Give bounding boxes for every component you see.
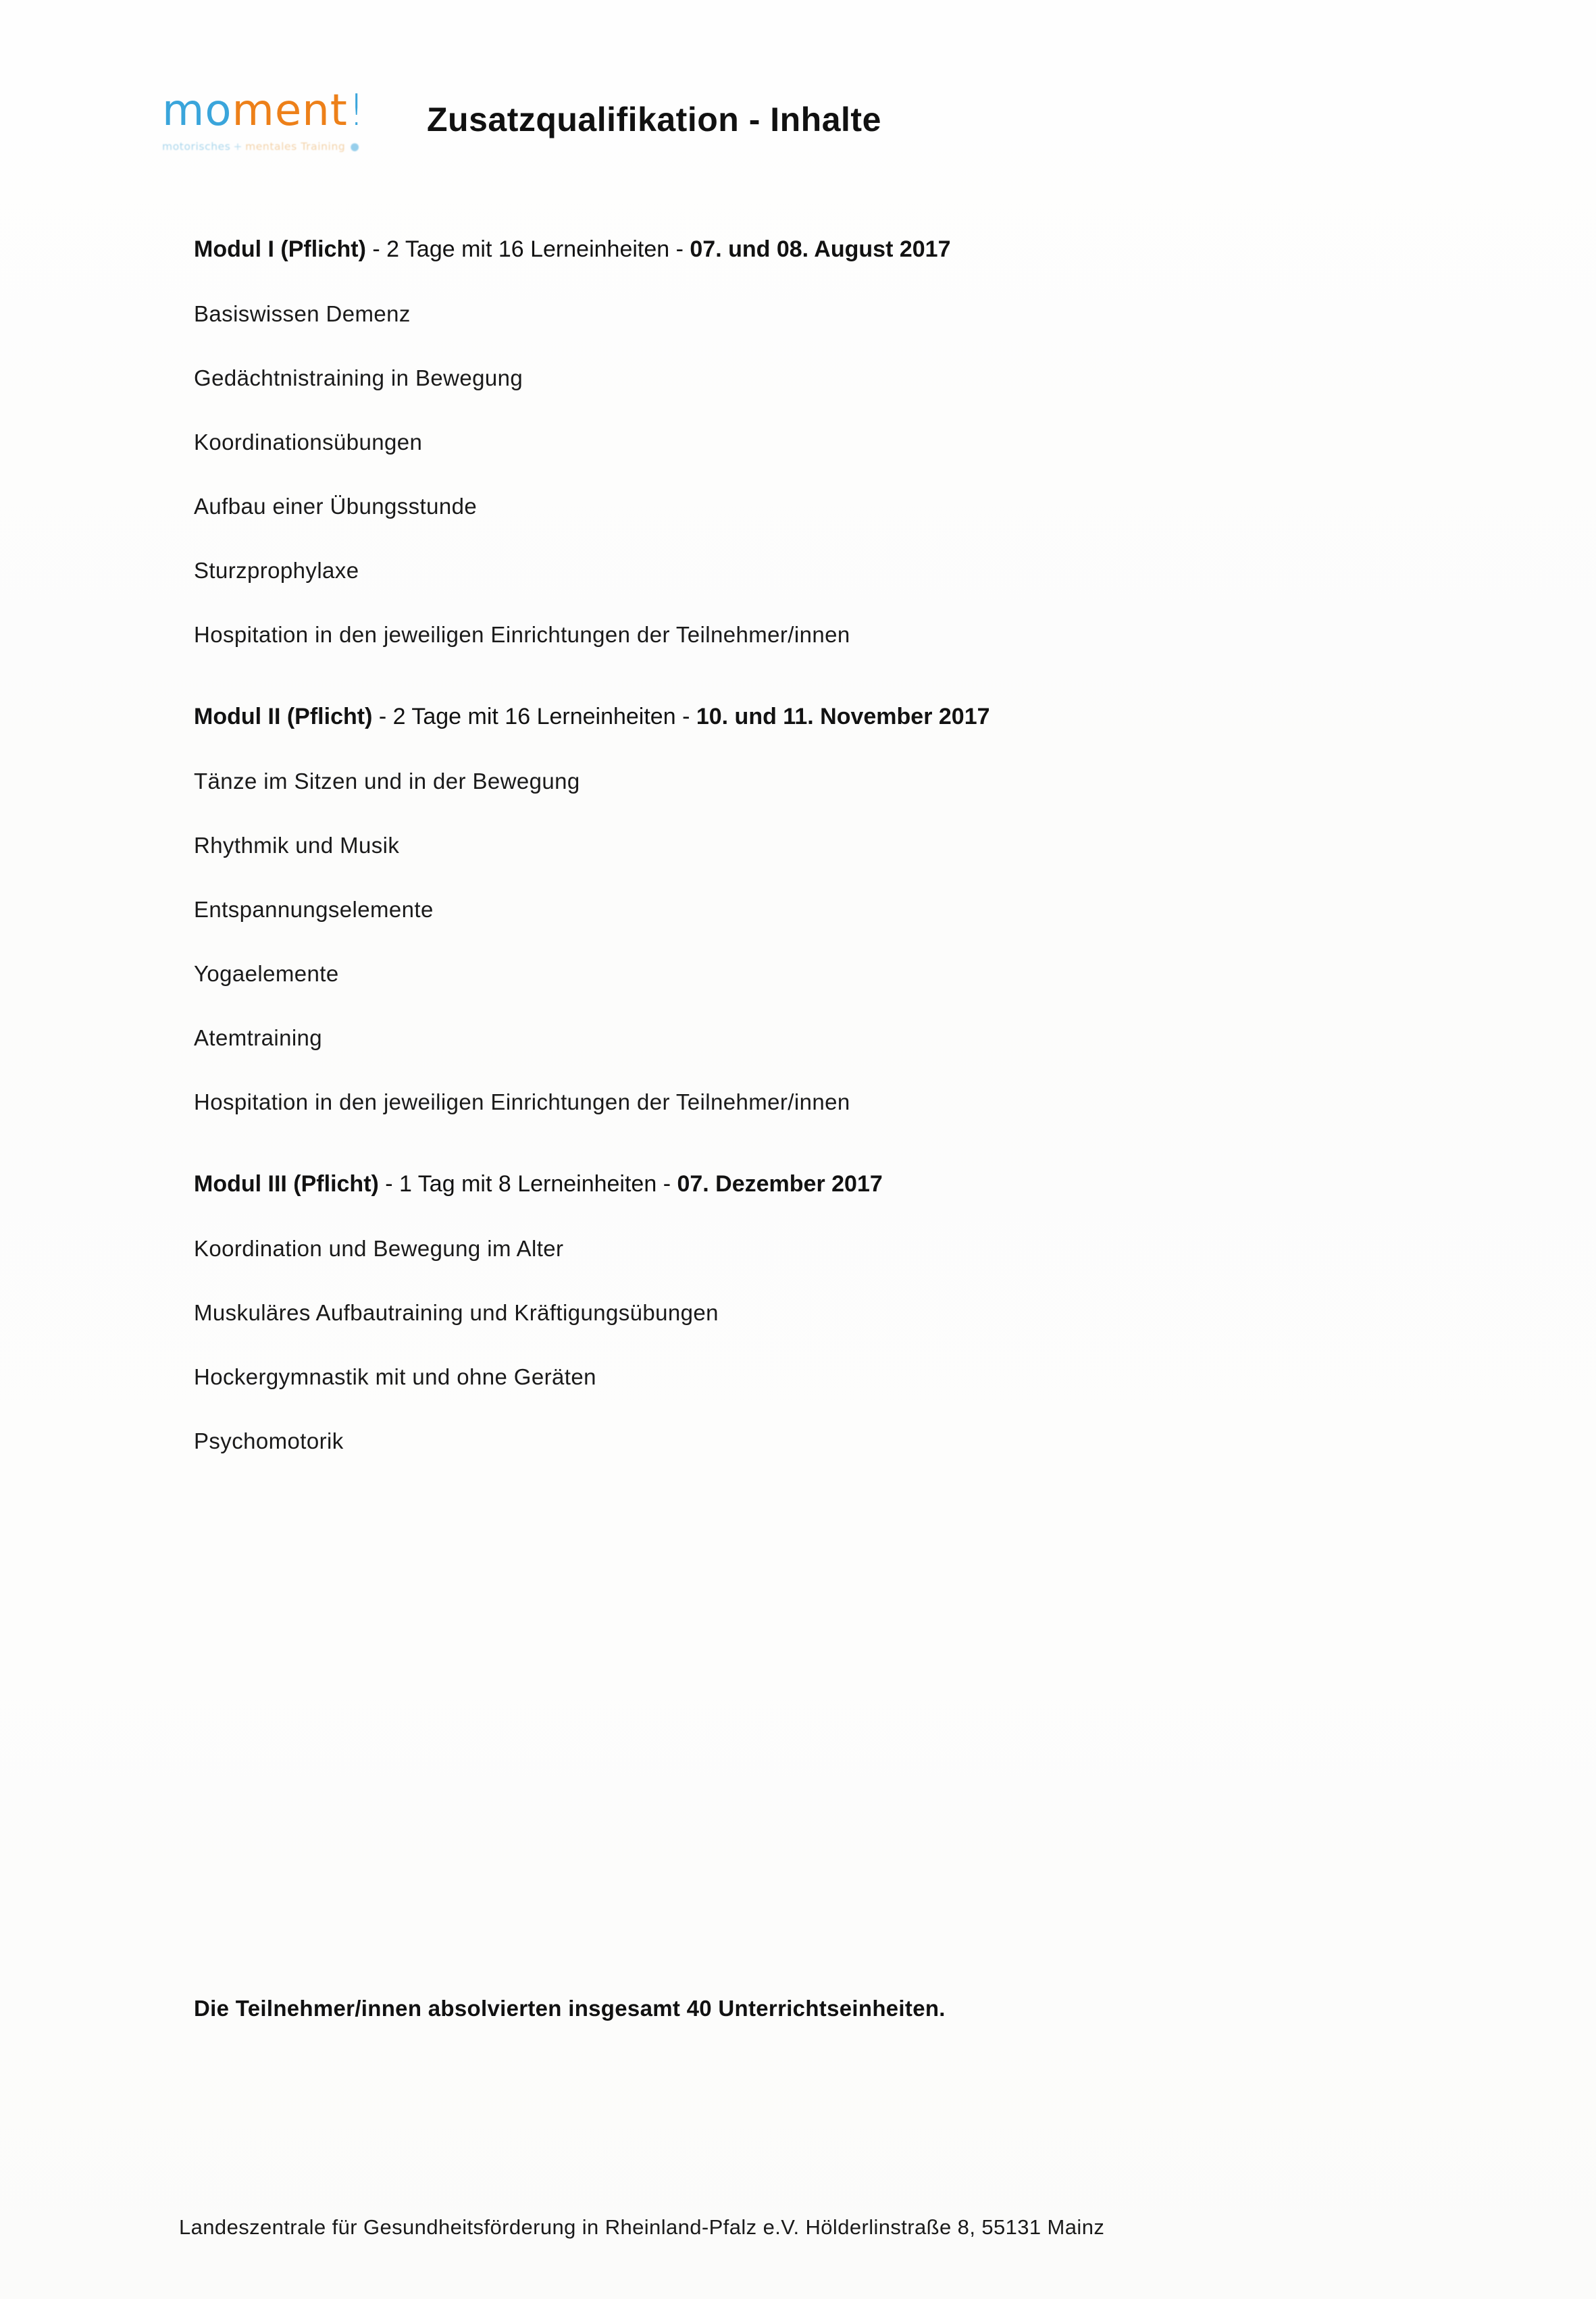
module-topic: Yogaelemente bbox=[194, 961, 339, 986]
module-date: 07. und 08. August 2017 bbox=[690, 236, 951, 262]
module-spacer bbox=[194, 688, 1477, 705]
module-topic: Hospitation in den jeweiligen Einrichtungen der Teilnehmer/innen bbox=[194, 1089, 850, 1114]
page-title: Zusatzqualifikation - Inhalte bbox=[427, 101, 881, 138]
module-block bbox=[194, 238, 1477, 646]
module-topic: Hockergymnastik mit und ohne Geräten bbox=[194, 1364, 596, 1389]
logo-tagline bbox=[162, 140, 392, 153]
logo-exclamation-icon: ! bbox=[347, 86, 366, 136]
module-topic: Aufbau einer Übungsstunde bbox=[194, 494, 478, 519]
modules-list bbox=[194, 238, 1477, 1494]
page-footer: Landeszentrale für Gesundheitsförderung in Rheinland-Pfalz e.V. Hölderlinstraße 8, 55131 Mainz bbox=[179, 2215, 1105, 2239]
module-duration: - 2 Tage mit 16 Lerneinheiten - bbox=[372, 704, 696, 729]
module-duration: - 1 Tag mit 8 Lerneinheiten - bbox=[378, 1171, 677, 1197]
module-duration: - 2 Tage mit 16 Lerneinheiten - bbox=[365, 236, 690, 262]
module-name: Modul II (Pflicht) bbox=[194, 704, 373, 729]
module-topic: Tänze im Sitzen und in der Bewegung bbox=[194, 769, 580, 794]
module-heading bbox=[194, 1172, 1477, 1195]
moment-logo bbox=[162, 82, 392, 153]
logo-tagline-part2: mentales Training bbox=[245, 140, 346, 153]
module-topic: Rhythmik und Musik bbox=[194, 833, 400, 858]
module-date: 10. und 11. November 2017 bbox=[696, 704, 990, 729]
logo-word-part2: ment bbox=[232, 86, 348, 136]
module-topic: Muskuläres Aufbautraining und Kräftigungsübungen bbox=[194, 1300, 719, 1325]
module-topic: Sturzprophylaxe bbox=[194, 558, 359, 583]
module-topic: Gedächtnistraining in Bewegung bbox=[194, 365, 523, 390]
module-block bbox=[194, 705, 1477, 1113]
logo-tagline-plus: + bbox=[233, 140, 243, 153]
module-heading bbox=[194, 705, 1477, 728]
module-topic: Psychomotorik bbox=[194, 1428, 344, 1453]
module-name: Modul III (Pflicht) bbox=[194, 1171, 379, 1197]
summary-statement: Die Teilnehmer/innen absolvierten insgesamt 40 Unterrichtseinheiten. bbox=[194, 1996, 946, 2021]
page-header bbox=[162, 82, 881, 153]
logo-dot-icon: ● bbox=[350, 140, 360, 153]
logo-word-part1: mo bbox=[162, 86, 232, 136]
module-heading bbox=[194, 238, 1477, 261]
module-name: Modul I (Pflicht) bbox=[194, 236, 366, 262]
module-topic: Koordination und Bewegung im Alter bbox=[194, 1236, 564, 1261]
module-date: 07. Dezember 2017 bbox=[677, 1171, 883, 1197]
module-topic: Atemtraining bbox=[194, 1025, 323, 1050]
module-block bbox=[194, 1172, 1477, 1452]
logo-tagline-part1: motorisches bbox=[162, 140, 231, 153]
logo-wordmark bbox=[162, 86, 392, 136]
module-spacer bbox=[194, 1155, 1477, 1172]
module-topic: Basiswissen Demenz bbox=[194, 301, 411, 326]
module-topic: Hospitation in den jeweiligen Einrichtungen der Teilnehmer/innen bbox=[194, 622, 850, 647]
module-topic: Entspannungselemente bbox=[194, 897, 434, 922]
module-topic: Koordinationsübungen bbox=[194, 430, 423, 455]
